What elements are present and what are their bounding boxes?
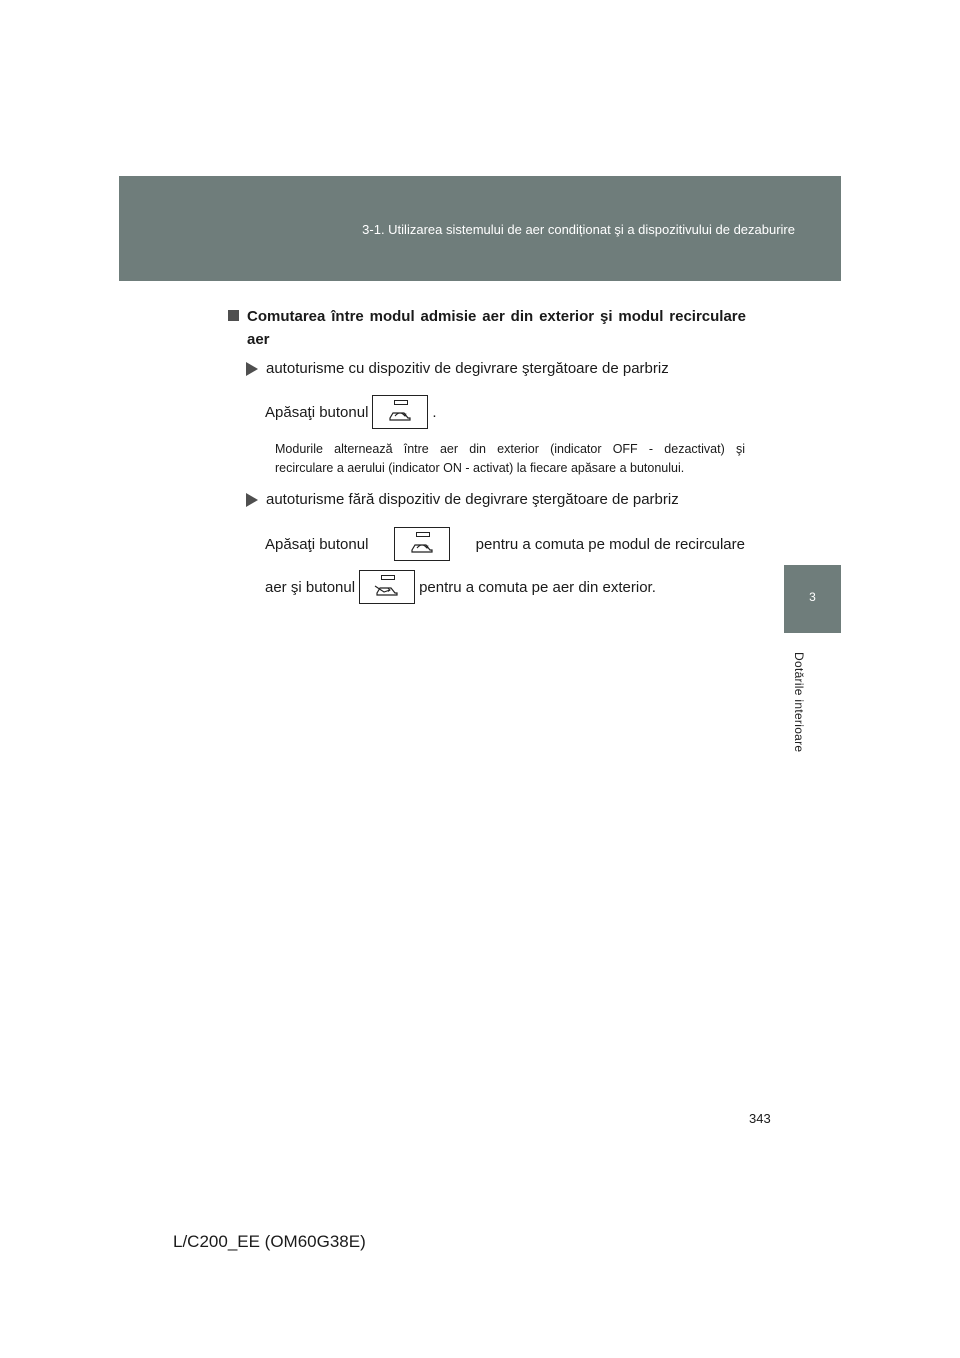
indicator-led-icon — [381, 575, 395, 580]
variant2-title — [246, 491, 679, 508]
recirculation-button-icon — [394, 527, 450, 561]
variant1-title — [246, 360, 669, 377]
outside-air-button-icon — [359, 570, 415, 604]
variant1-instruction — [265, 395, 437, 429]
variant1-press-after: . — [432, 403, 437, 421]
triangle-bullet-icon — [246, 493, 258, 507]
car-recirculation-icon — [387, 407, 413, 423]
variant2-line2 — [265, 570, 656, 604]
chapter-tab — [784, 565, 841, 633]
section-heading-text: Comutarea între modul admisie aer din exterior şi modul recirculare aer — [247, 308, 746, 348]
recirculation-button-icon — [372, 395, 428, 429]
variant1-note-line1: Modurile alternează între aer din exterior (indicator OFF - dezactivat) şi — [275, 442, 745, 456]
chapter-side-label: Dotările interioare — [792, 651, 806, 753]
chapter-tab-number: 3 — [809, 590, 816, 604]
variant2-line2-before: aer şi butonul — [265, 578, 356, 596]
variant1-note-line2: recirculare a aerului (indicator ON - activat) la fiecare apăsare a butonului. — [275, 461, 685, 475]
chapter-title: 3-1. Utilizarea sistemului de aer condiționat şi a dispozitivului de dezaburire — [362, 222, 795, 237]
square-bullet-icon — [228, 310, 239, 321]
indicator-led-icon — [394, 400, 408, 405]
chapter-header-band — [119, 176, 841, 281]
page-number: 343 — [749, 1111, 771, 1126]
variant2-line2-after: pentru a comuta pe aer din exterior. — [419, 578, 656, 596]
section-heading — [228, 305, 746, 351]
variant2-line1-before: Apăsaţi butonul — [265, 535, 369, 553]
variant2-title-text: autoturisme fără dispozitiv de degivrare ştergătoare de parbriz — [266, 491, 679, 508]
variant1-note — [275, 440, 745, 478]
triangle-bullet-icon — [246, 362, 258, 376]
car-outside-air-icon — [374, 582, 400, 598]
document-code: L/C200_EE (OM60G38E) — [173, 1232, 366, 1251]
variant1-title-text: autoturisme cu dispozitiv de degivrare ştergătoare de parbriz — [266, 360, 669, 377]
variant2-line1 — [265, 527, 745, 561]
indicator-led-icon — [416, 532, 430, 537]
variant1-press-before: Apăsaţi butonul — [265, 403, 369, 421]
variant2-line1-after: pentru a comuta pe modul de recirculare — [475, 535, 745, 553]
car-recirculation-icon — [409, 539, 435, 555]
